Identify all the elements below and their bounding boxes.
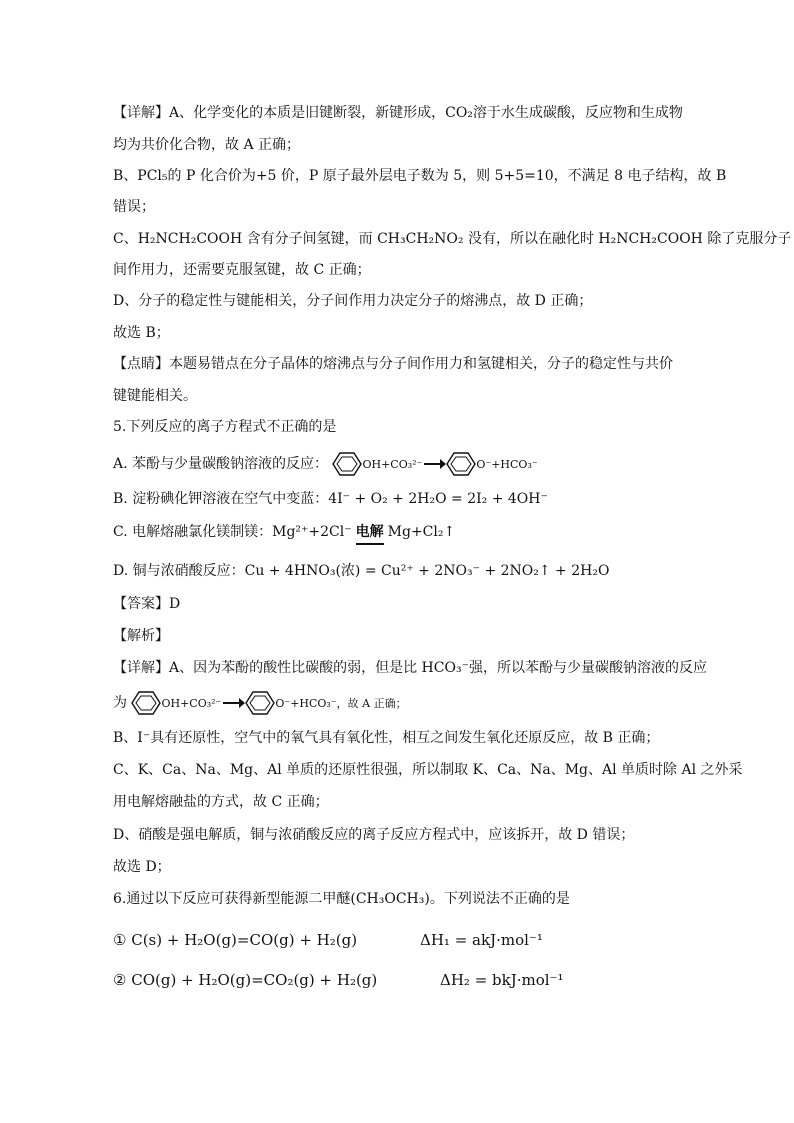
- bicarbonate-conclusion: +HCO₃⁻，故 A 正确；: [290, 697, 407, 710]
- text-line: 【详解】A、化学变化的本质是旧键断裂，新键形成，CO₂溶于水生成碳酸，反应物和生成物: [113, 105, 683, 121]
- phenoxide: O⁻: [476, 458, 492, 471]
- text-line: D、硝酸是强电解质，铜与浓硝酸反应的离子反应方程式中，应该拆开，故 D 错误；: [113, 827, 635, 843]
- enthalpy-2: ΔH₂ = bkJ·mol⁻¹: [440, 971, 564, 989]
- explain-a-prefix: 为: [113, 695, 127, 711]
- text-line: 错误；: [113, 199, 155, 215]
- option-a-label: A. 苯酚与少量碳酸钠溶液的反应：: [113, 456, 329, 472]
- option-c-label: C. 电解熔融氯化镁制镁：Mg²⁺+2Cl⁻: [113, 524, 352, 540]
- question-5-stem: 5.下列反应的离子方程式不正确的是: [113, 419, 337, 435]
- text-line: D、分子的稳定性与键能相关，分子间作用力决定分子的熔沸点，故 D 正确；: [113, 293, 593, 309]
- text-line: 故选 B；: [113, 325, 170, 341]
- option-a: [113, 451, 538, 477]
- phenoxide: O⁻: [275, 697, 291, 710]
- equation-1: [113, 930, 357, 950]
- bicarbonate: +HCO₃⁻: [491, 458, 538, 471]
- carbonate: +CO₃²⁻: [381, 458, 423, 471]
- enthalpy-1: ΔH₁ = akJ·mol⁻¹: [420, 931, 543, 949]
- text-line: C、H₂NCH₂COOH 含有分子间氢键，而 CH₃CH₂NO₂ 没有，所以在融化时 H₂NCH₂COOH 除了克服分子: [113, 231, 792, 247]
- text-line: 间作用力，还需要克服氢键，故 C 正确；: [113, 262, 371, 278]
- oh-group: OH: [161, 697, 181, 710]
- equation-2-text: ② CO(g) + H₂O(g)=CO₂(g) + H₂(g): [113, 971, 378, 989]
- carbonate: +CO₃²⁻: [180, 697, 222, 710]
- equation-2: [113, 970, 377, 990]
- option-b: B. 淀粉碘化钾溶液在空气中变蓝：4I⁻ + O₂ + 2H₂O = 2I₂ + 4OH⁻: [113, 491, 548, 507]
- text-line: 键键能相关。: [113, 388, 197, 404]
- electrolysis-condition: 电解: [355, 524, 384, 540]
- text-line: 故选 D；: [113, 859, 171, 875]
- benzene-ring-icon: [446, 451, 476, 477]
- option-d: D. 铜与浓硝酸反应：Cu + 4HNO₃(浓) = Cu²⁺ + 2NO₃⁻ + 2NO₂↑ + 2H₂O: [113, 563, 610, 579]
- oh-group: OH: [362, 458, 382, 471]
- text-line: B、PCl₅的 P 化合价为+5 价，P 原子最外层电子数为 5，则 5+5=10，不满足 8 电子结构，故 B: [113, 168, 727, 184]
- text-line: 均为共价化合物，故 A 正确；: [113, 137, 301, 153]
- text-line: 【点睛】本题易错点在分子晶体的熔沸点与分子间作用力和氢键相关，分子的稳定性与共价: [113, 356, 673, 372]
- text-line: 【详解】A、因为苯酚的酸性比碳酸的弱，但是比 HCO₃⁻强，所以苯酚与少量碳酸钠溶液的反应: [113, 660, 707, 676]
- benzene-ring-icon: [131, 690, 161, 716]
- benzene-ring-icon: [245, 690, 275, 716]
- equation-1-text: ① C(s) + H₂O(g)=CO(g) + H₂(g): [113, 931, 358, 949]
- reaction-arrow-icon: [223, 702, 243, 704]
- reaction-arrow-icon: [424, 463, 444, 465]
- benzene-ring-icon: [332, 451, 362, 477]
- text-line: 用电解熔融盐的方式，故 C 正确；: [113, 794, 329, 810]
- text-line: C、K、Ca、Na、Mg、Al 单质的还原性很强，所以制取 K、Ca、Na、Mg、Al 单质时除 Al 之外采: [113, 762, 743, 778]
- explain-a-equation: [113, 690, 407, 716]
- analysis-heading: 【解析】: [113, 628, 169, 644]
- option-c: [113, 522, 455, 542]
- option-c-product: Mg+Cl₂↑: [387, 524, 456, 540]
- text-line: B、I⁻具有还原性，空气中的氧气具有氧化性，相互之间发生氧化还原反应，故 B 正确；: [113, 730, 660, 746]
- question-6-stem: 6.通过以下反应可获得新型能源二甲醚(CH₃OCH₃)。下列说法不正确的是: [113, 891, 570, 907]
- answer: 【答案】D: [113, 596, 181, 612]
